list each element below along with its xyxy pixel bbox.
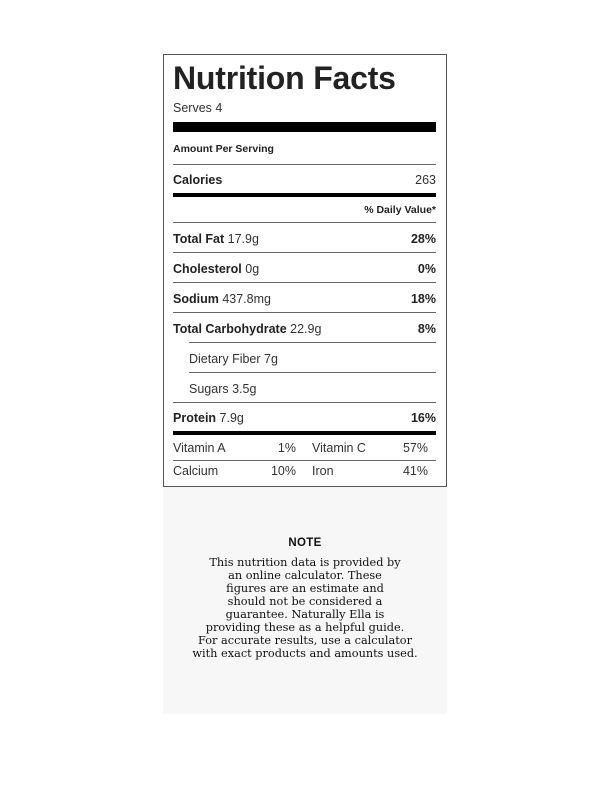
nutrient-amount: 7g [264,352,278,366]
note-line: guarantee. Naturally Ella is [225,608,385,621]
nutrient-row-sodium [173,291,436,307]
divider [173,312,436,313]
nutrient-amount: 22.9g [290,322,322,336]
calories-value: 263 [415,173,436,187]
daily-value-header: % Daily Value* [364,204,436,216]
nutrient-name: Protein [173,411,217,425]
note-body [163,556,447,660]
nutrient-amount: 437.8mg [222,292,271,306]
divider [189,342,436,343]
divider [173,282,436,283]
note-line: For accurate results, use a calculator [198,634,412,647]
note-line: with exact products and amounts used. [192,647,418,660]
iron-label: Iron [312,464,334,478]
nutrient-name: Sodium [173,292,219,306]
nutrient-row-sugars [189,381,436,397]
note-line: should not be considered a [227,595,383,608]
divider [173,164,436,165]
note-title: NOTE [288,537,322,549]
nutrient-dv: 0% [417,262,436,276]
serves-text: Serves 4 [173,101,223,115]
nutrient-name: Sugars [189,382,229,396]
nutrient-amount: 7.9g [219,411,244,425]
calcium-label: Calcium [173,464,219,478]
divider [189,372,436,373]
nutrient-dv: 18% [410,292,436,306]
thick-divider [173,122,436,132]
divider [173,222,436,223]
divider [173,402,436,403]
heavy-divider [173,193,436,197]
calcium-value: 10% [270,464,296,478]
heavy-divider [173,431,436,435]
calories-row [173,172,436,188]
divider [173,252,436,253]
nutrient-name: Total Carbohydrate [173,322,287,336]
nutrient-amount: 17.9g [227,232,259,246]
amount-per-serving: Amount Per Serving [173,143,274,155]
divider [173,460,436,461]
nutrient-amount: 3.5g [232,382,257,396]
vitamin-a-value: 1% [277,441,296,455]
nutrient-name: Cholesterol [173,262,242,276]
nutrition-label [163,54,447,487]
note-line: an online calculator. These [228,569,382,582]
note-line: figures are an estimate and [226,582,384,595]
nutrient-amount: 0g [245,262,260,276]
note-line: providing these as a helpful guide. [205,621,405,634]
nutrient-name: Total Fat [173,232,225,246]
nutrient-name: Dietary Fiber [189,352,261,366]
nutrient-dv: 28% [410,232,436,246]
nutrient-row-total-carbohydrate [173,321,436,337]
vitamin-c-label: Vitamin C [312,441,366,455]
note-line: This nutrition data is provided by [209,556,401,569]
vitamin-a-label: Vitamin A [173,441,226,455]
nutrient-dv: 16% [410,411,436,425]
vitamin-c-value: 57% [402,441,428,455]
nutrient-dv: 8% [417,322,436,336]
nutrient-row-protein [173,410,436,426]
nutrient-row-total-fat [173,231,436,247]
label-title: Nutrition Facts [173,60,396,96]
nutrient-row-cholesterol [173,261,436,277]
calories-label: Calories [173,173,223,187]
nutrient-row-dietary-fiber [189,351,436,367]
iron-value: 41% [402,464,428,478]
